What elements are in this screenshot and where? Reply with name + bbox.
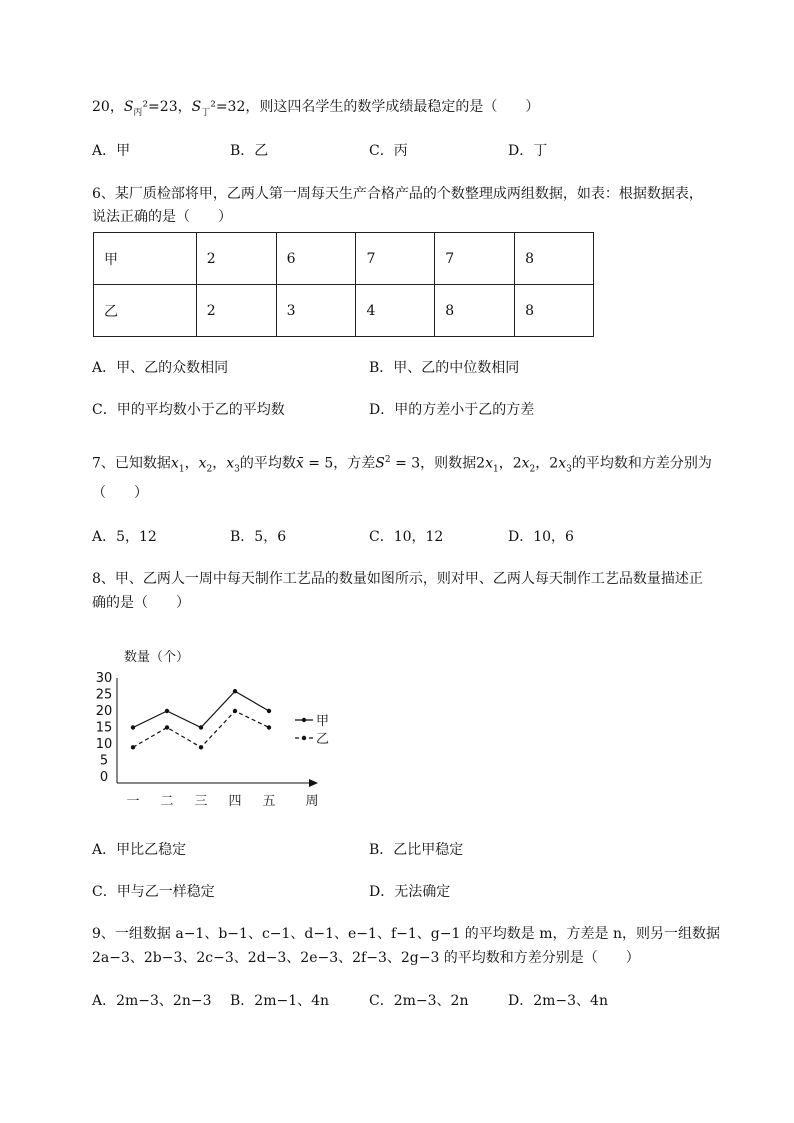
q6-stem-line1: 6、某厂质检部将甲，乙两人第一周每天生产合格产品的个数整理成两组数据，如表：根据数据表，	[92, 186, 703, 202]
table-row	[94, 233, 594, 285]
q9-option-b[interactable]: B．2m−1、4n	[230, 993, 330, 1009]
legend-marker-yi	[302, 736, 306, 740]
legend-marker-jia	[302, 718, 306, 722]
chart-y-tick-label: 0	[99, 770, 109, 785]
table-row	[94, 285, 594, 337]
q7-stem-line1: 7、已知数据$x_1$，$x_2$，$x_3$的平均数x̄ = 5，方差$S^2 = 3$，则数据$2x_1$，$2x_2$，$2x_3$的平均数和方差分别为	[92, 455, 712, 475]
table-cell: 3	[276, 285, 356, 337]
chart-data-point	[165, 725, 169, 729]
q8-option-b[interactable]: B．乙比甲稳定	[369, 842, 464, 858]
chart-y-axis-label: 数量（个）	[124, 650, 190, 665]
chart-data-point	[165, 709, 169, 713]
chart-series-line	[133, 691, 269, 727]
q7-option-d[interactable]: D．10，6	[508, 529, 574, 545]
q5-option-d[interactable]: D．丁	[508, 143, 548, 159]
q7-option-c[interactable]: C．10，12	[369, 529, 444, 545]
q5-option-c[interactable]: C．丙	[369, 143, 408, 159]
chart-x-tick-label: 二	[160, 794, 174, 809]
table-cell: 8	[515, 233, 594, 285]
chart-data-point	[199, 745, 203, 749]
chart-x-tick-label: 三	[194, 794, 208, 809]
q5-option-b[interactable]: B．乙	[230, 143, 269, 159]
table-cell: 2	[196, 285, 276, 337]
chart-y-tick-label: 10	[95, 737, 113, 752]
table-cell: 甲	[94, 233, 197, 285]
chart-x-tick-label: 四	[228, 794, 242, 809]
q6-option-d[interactable]: D．甲的方差小于乙的方差	[369, 402, 535, 418]
chart-data-point	[233, 709, 237, 713]
q6-stem-line2: 说法正确的是（ ）	[92, 209, 232, 225]
table-cell: 2	[196, 233, 276, 285]
q7-option-a[interactable]: A．5，12	[92, 529, 157, 545]
q9-option-a[interactable]: A．2m−3、2n−3	[92, 993, 212, 1009]
q5-stem: 20，$S_丙^2=23$，$S_丁^2=32$，则这四名学生的数学成绩最稳定的是（ ）	[92, 99, 540, 118]
table-cell: 乙	[94, 285, 197, 337]
q6-option-b[interactable]: B．甲、乙的中位数相同	[369, 360, 520, 376]
q8-option-d[interactable]: D．无法确定	[369, 884, 451, 900]
chart-data-point	[131, 745, 135, 749]
q7-option-b[interactable]: B．5，6	[230, 529, 287, 545]
q8-line-chart	[90, 640, 350, 815]
q6-option-c[interactable]: C．甲的平均数小于乙的平均数	[92, 402, 285, 418]
q6-option-a[interactable]: A．甲、乙的众数相同	[92, 360, 229, 376]
chart-x-tick-label: 五	[262, 794, 276, 809]
chart-y-tick-label: 15	[95, 720, 113, 736]
q9-option-d[interactable]: D．2m−3、4n	[508, 993, 608, 1009]
chart-x-axis-arrow	[309, 779, 318, 787]
legend-label-jia: 甲	[316, 714, 330, 729]
q8-stem-line2: 确的是（ ）	[92, 595, 190, 611]
table-cell: 8	[435, 285, 515, 337]
chart-x-tick-label: 一	[126, 794, 140, 809]
chart-y-tick-label: 5	[99, 753, 109, 769]
q9-option-c[interactable]: C．2m−3、2n	[369, 993, 469, 1009]
legend-label-yi: 乙	[316, 732, 330, 747]
chart-x-axis-label: 周	[305, 794, 319, 809]
q8-option-c[interactable]: C．甲与乙一样稳定	[92, 884, 215, 900]
table-cell: 6	[276, 233, 356, 285]
q9-stem-line1: 9、一组数据 a−1、b−1、c−1、d−1、e−1、f−1、g−1 的平均数是 m，方差是 n，则另一组数据	[92, 926, 721, 942]
chart-data-point	[267, 725, 271, 729]
chart-data-point	[267, 709, 271, 713]
q9-stem-line2: 2a−3、2b−3、2c−3、2d−3、2e−3、2f−3、2g−3 的平均数和方差分别是（ ）	[92, 950, 640, 966]
chart-data-point	[233, 689, 237, 693]
chart-data-point	[199, 725, 203, 729]
q8-stem-line1: 8、甲、乙两人一周中每天制作工艺品的数量如图所示，则对甲、乙两人每天制作工艺品数量描述正	[92, 571, 703, 587]
q7-stem-line2: （ ）	[92, 485, 148, 501]
q6-data-table	[93, 232, 594, 337]
chart-data-point	[131, 725, 135, 729]
table-cell: 8	[515, 285, 594, 337]
table-cell: 4	[356, 285, 435, 337]
chart-y-tick-label: 25	[95, 687, 113, 703]
chart-y-tick-label: 20	[95, 704, 113, 719]
table-cell: 7	[356, 233, 435, 285]
table-cell: 7	[435, 233, 515, 285]
q5-option-a[interactable]: A．甲	[92, 143, 131, 159]
chart-y-tick-label: 30	[95, 671, 113, 686]
q8-option-a[interactable]: A．甲比乙稳定	[92, 842, 187, 858]
